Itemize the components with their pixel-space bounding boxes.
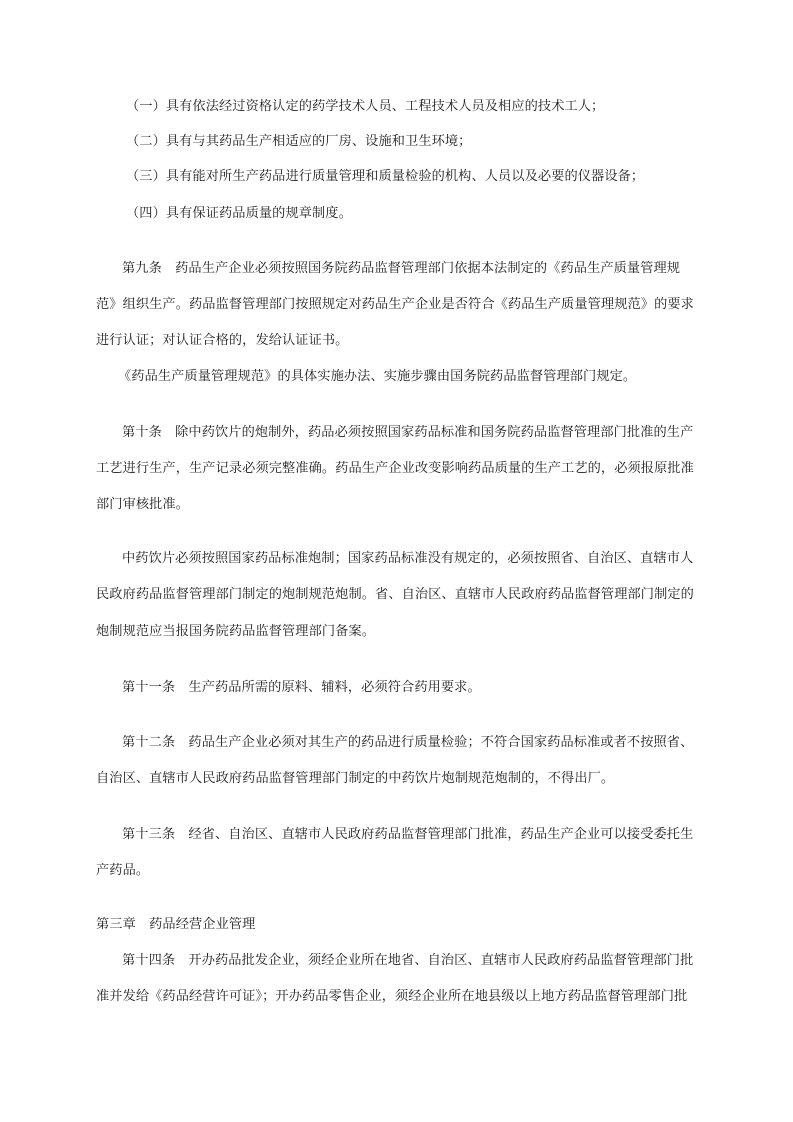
article-10-para-2-line-2: 民政府药品监督管理部门制定的炮制规范炮制。省、自治区、直辖市人民政府药品监督管理部门制定的 — [96, 587, 694, 602]
item-1: （一）具有依法经过资格认定的药学技术人员、工程技术人员及相应的技术工人； — [126, 99, 605, 114]
article-10-line-1: 第十条 除中药饮片的炮制外，药品必须按照国家药品标准和国务院药品监督管理部门批准的生产 — [122, 425, 694, 440]
item-3: （三）具有能对所生产药品进行质量管理和质量检验的机构、人员以及必要的仪器设备； — [126, 169, 645, 184]
item-4: （四）具有保证药品质量的规章制度。 — [126, 206, 352, 221]
article-13-line-1: 第十三条 经省、自治区、直辖市人民政府药品监督管理部门批准，药品生产企业可以接受委托生 — [122, 827, 694, 842]
article-10-line-2: 工艺进行生产，生产记录必须完整准确。药品生产企业改变影响药品质量的生产工艺的，必须报原批准 — [96, 461, 694, 476]
article-10-para-2-line-1: 中药饮片必须按照国家药品标准炮制；国家药品标准没有规定的，必须按照省、自治区、直辖市人 — [122, 551, 694, 566]
article-9-line-2: 范》组织生产。药品监督管理部门按照规定对药品生产企业是否符合《药品生产质量管理规范》的要求 — [96, 297, 694, 312]
article-12-line-2: 自治区、直辖市人民政府药品监督管理部门制定的中药饮片炮制规范炮制的，不得出厂。 — [96, 771, 615, 786]
article-9-line-3: 进行认证；对认证合格的，发给认证证书。 — [96, 333, 349, 348]
article-9-line-4: 《药品生产质量管理规范》的具体实施办法、实施步骤由国务院药品监督管理部门规定。 — [118, 369, 637, 384]
chapter-3-title: 第三章 药品经营企业管理 — [96, 917, 256, 932]
article-10-line-3: 部门审核批准。 — [96, 497, 190, 512]
article-12-line-1: 第十二条 药品生产企业必须对其生产的药品进行质量检验；不符合国家药品标准或者不按照省、 — [122, 735, 694, 750]
article-9-line-1: 第九条 药品生产企业必须按照国务院药品监督管理部门依据本法制定的《药品生产质量管理规 — [122, 261, 681, 276]
article-13-line-2: 产药品。 — [96, 863, 150, 878]
article-14-line-1: 第十四条 开办药品批发企业，须经企业所在地省、自治区、直辖市人民政府药品监督管理部门批 — [122, 953, 694, 968]
item-2: （二）具有与其药品生产相适应的厂房、设施和卫生环境； — [126, 134, 472, 149]
article-10-para-2-line-3: 炮制规范应当报国务院药品监督管理部门备案。 — [96, 624, 376, 639]
article-14-line-2: 准并发给《药品经营许可证》；开办药品零售企业，须经企业所在地县级以上地方药品监督管理部门批 — [96, 989, 688, 1004]
article-11-line-1: 第十一条 生产药品所需的原料、辅料，必须符合药用要求。 — [122, 680, 481, 695]
